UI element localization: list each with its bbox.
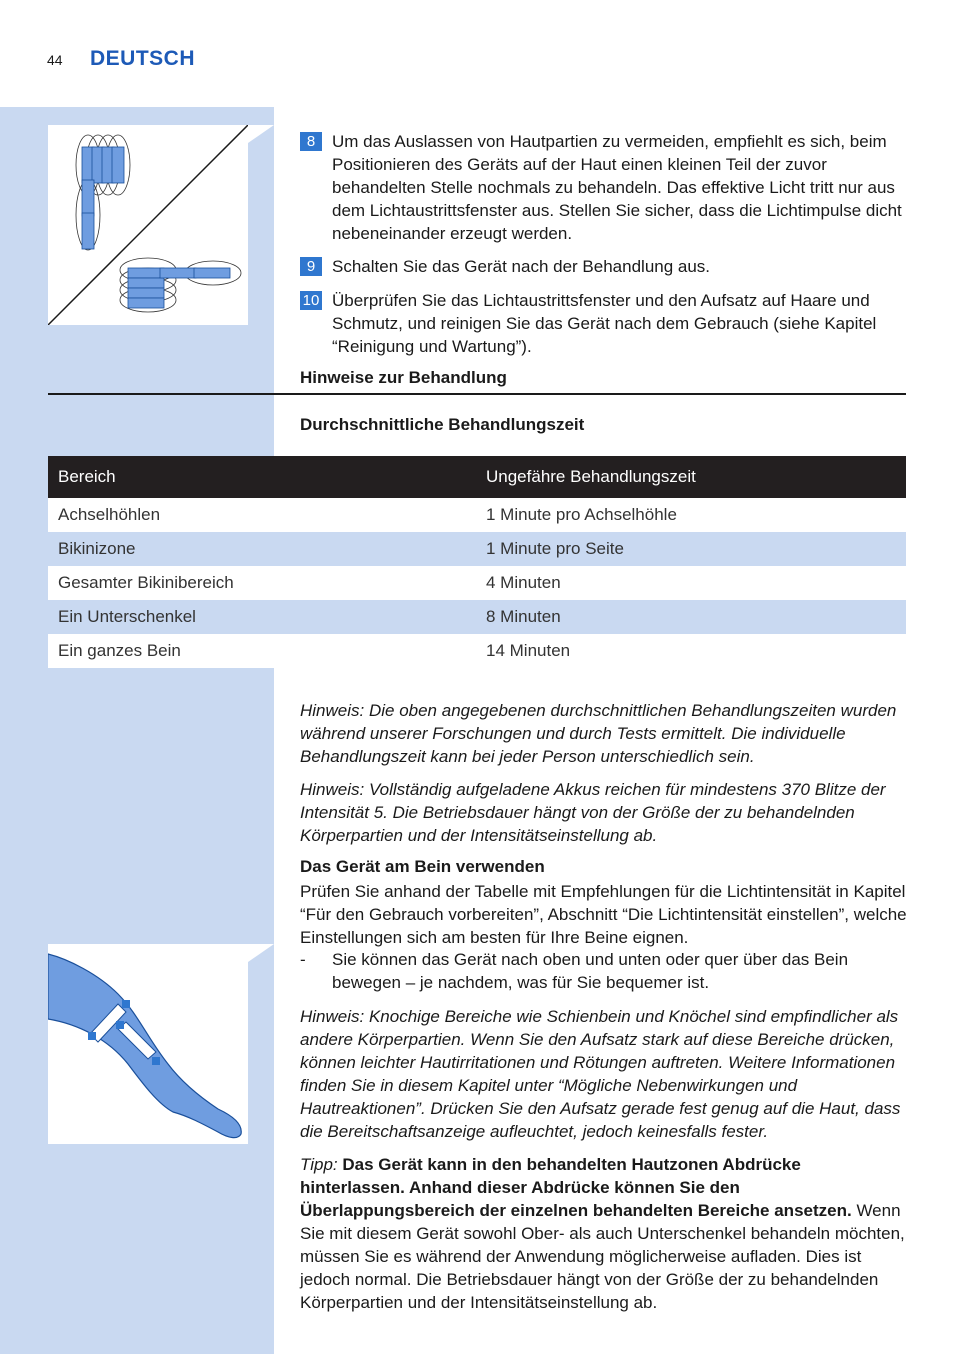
step-9 [300, 255, 906, 278]
step-text: Um das Auslassen von Hautpartien zu vermeiden, empfiehlt es sich, beim Positionieren des Geräts auf der Haut einen kleinen Teil der zuvor behandelten Stelle nochmals zu behandeln. Das effektive Licht tritt nur aus dem Lichtaustrittsfenster aus. Stellen Sie sicher, dass die Lichtimpulse dicht nebeneinander erzeugt werden. [332, 132, 902, 243]
language-heading: DEUTSCH [90, 47, 196, 70]
treatment-time-table [48, 456, 906, 668]
overlap-pattern-illustration-icon [48, 125, 248, 325]
table-cell: 8 Minuten [476, 600, 906, 634]
figure-pointer [248, 125, 274, 143]
step-8 [300, 130, 906, 245]
table-cell: 1 Minute pro Seite [476, 532, 906, 566]
table-header-cell: Bereich [48, 456, 476, 498]
step-text: Überprüfen Sie das Lichtaustrittsfenster und den Aufsatz auf Haare und Schmutz, und reinigen Sie das Gerät nach dem Gebrauch (siehe Kapitel “Reinigung und Wartung”). [332, 291, 877, 356]
table-header-row [48, 456, 906, 498]
section-title: Hinweise zur Behandlung [300, 368, 507, 387]
step-number-badge: 9 [300, 257, 322, 276]
table-row [48, 532, 906, 566]
bullet-item [300, 948, 908, 994]
leg-section-title: Das Gerät am Bein verwenden [300, 857, 545, 876]
table-cell: Ein Unterschenkel [48, 600, 476, 634]
table-row [48, 566, 906, 600]
tip-label: Tipp: [300, 1155, 338, 1174]
section-divider [48, 393, 906, 395]
bullet-text: Sie können das Gerät nach oben und unten oder quer über das Bein bewegen – je nachdem, was für Sie bequemer ist. [332, 950, 849, 992]
step-text: Schalten Sie das Gerät nach der Behandlung aus. [332, 257, 711, 276]
leg-treatment-illustration-icon [48, 944, 248, 1144]
note-bony-areas: Hinweis: Knochige Bereiche wie Schienbein und Knöchel sind empfindlicher als andere Körperpartien. Wenn Sie den Aufsatz stark auf diese Bereiche drücken, können leichter Hautirritationen und Rötungen auftreten. Weitere Informationen finden Sie in diesem Kapitel unter “Mögliche Nebenwirkungen und Hautreaktionen”. Drücken Sie den Aufsatz gerade fest genug auf die Haut, dass die Bereitschaftsanzeige aufleuchtet, jedoch keinesfalls fester. [300, 1007, 901, 1141]
note-battery: Hinweis: Vollständig aufgeladene Akkus reichen für mindestens 370 Blitze der Intensität 5. Die Betriebsdauer hängt von der Größe der zu behandelnden Körperpartien und der Intensitätseinstellung ab. [300, 780, 886, 845]
table-cell: Gesamter Bikinibereich [48, 566, 476, 600]
tip-bold-text: Das Gerät kann in den behandelten Hautzonen Abdrücke hinterlassen. Anhand dieser Abdrücke können Sie den Überlappungsbereich der einzelnen behandelten Bereiche ansetzen. [300, 1155, 852, 1220]
bullet-dash: - [300, 950, 306, 969]
table-cell: 4 Minuten [476, 566, 906, 600]
table-header-cell: Ungefähre Behandlungszeit [476, 456, 906, 498]
step-number-badge: 8 [300, 132, 322, 151]
page-number: 44 [47, 52, 63, 68]
table-cell: 1 Minute pro Achselhöhle [476, 498, 906, 532]
table-row [48, 600, 906, 634]
table-row [48, 634, 906, 668]
step-number-badge: 10 [300, 291, 322, 310]
table-cell: 14 Minuten [476, 634, 906, 668]
figure-pointer [248, 944, 274, 962]
tip-text: Wenn Sie mit diesem Gerät sowohl Ober- als auch Unterschenkel behandeln möchten, müssen Sie es während der Anwendung möglicherweise aufladen. Dies ist jedoch normal. Die Betriebsdauer hängt von der Größe der zu behandelnden Körperpartien und der Intensitätseinstellung ab. [300, 1201, 905, 1312]
table-row [48, 498, 906, 532]
subsection-title: Durchschnittliche Behandlungszeit [300, 415, 585, 434]
leg-section-intro: Prüfen Sie anhand der Tabelle mit Empfehlungen für die Lichtintensität in Kapitel “Für den Gebrauch vorbereiten”, Abschnitt “Die Lichtintensität einstellen”, welche Einstellungen sich am besten für Ihre Beine eignen. [300, 882, 907, 947]
tip-block [300, 1153, 908, 1314]
note-treatment-times: Hinweis: Die oben angegebenen durchschnittlichen Behandlungszeiten wurden während unserer Forschungen und durch Tests ermittelt. Die individuelle Behandlungszeit kann bei jeder Person unterschiedlich sein. [300, 701, 897, 766]
table-cell: Achselhöhlen [48, 498, 476, 532]
table-cell: Ein ganzes Bein [48, 634, 476, 668]
step-10 [300, 289, 906, 358]
table-cell: Bikinizone [48, 532, 476, 566]
